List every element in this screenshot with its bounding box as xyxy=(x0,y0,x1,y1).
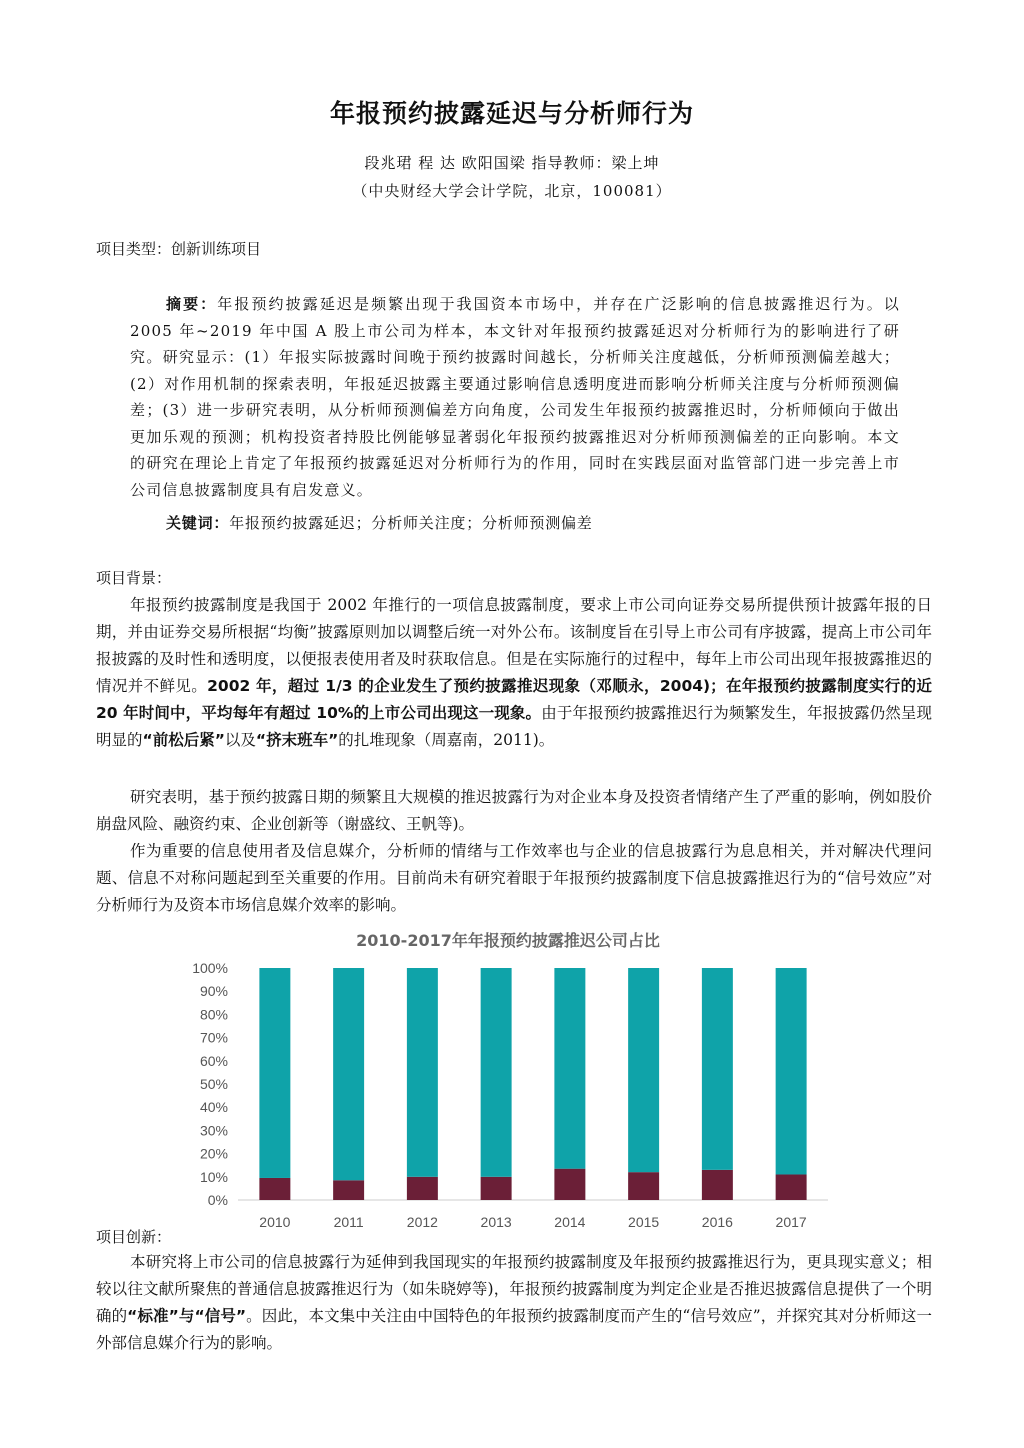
abstract-text: 年报预约披露延迟是频繁出现于我国资本市场中，并存在广泛影响的信息披露推迟行为。以 2005 年~2019 年中国 A 股上市公司为样本，本文针对年报预约披露延迟对分析师行为的影响进行了研究。研究显示：(1）年报实际披露时间晚于预约披露时间越长，分析师关注度越低，分析师预测偏差越大；(2）对作用机制的探索表明，年报延迟披露主要通过影响信息透明度进而影响分析师关注度与分析师预测偏差；(3）进一步研究表明，从分析师预测偏差方向角度，公司发生年报预约披露推迟时，分析师倾向于做出更加乐观的预测；机构投资者持股比例能够显著弱化年报预约披露推迟对分析师预测偏差的正向影响。本文的研究在理论上肯定了年报预约披露延迟对分析师行为的作用，同时在实践层面对监管部门进一步完善上市公司信息披露制度具有启发意义。 xyxy=(130,295,900,499)
project-type: 项目类型：创新训练项目 xyxy=(96,240,262,258)
inn-p1-text-c: 。因此，本文集中关注由中国特色的年报预约披露制度而产生的“信号效应”，并探究其对分析师这一外部信息媒介行为的影响。 xyxy=(96,1307,933,1352)
bg-p1-text-c: 由于年报预约披露推迟行为频繁发生，年报披露仍然呈现明显的 xyxy=(96,704,932,749)
bar-segment-2015-s1 xyxy=(628,1172,659,1200)
bar-segment-2014-s2 xyxy=(554,968,585,1169)
bar-segment-2016-s1 xyxy=(702,1170,733,1200)
x-tick-label: 2016 xyxy=(701,1214,733,1230)
x-tick-label: 2015 xyxy=(628,1214,660,1230)
inn-p1-text-a: 本研究将上市公司的信息披露行为延伸到我国现实的年报预约披露制度及年报预约披露推迟行为，更具现实意义；相较以往文献所聚焦的普通信息披露推迟行为（如朱晓婷等)，年报预约披露制度为判定企业是否推迟披露信息提供了一个明确的 xyxy=(96,1253,932,1325)
bg-p1-text-d: 以及 xyxy=(224,731,256,749)
inn-p1-mid: 与 xyxy=(178,1307,195,1325)
inn-p1-bold-2: “信号” xyxy=(194,1307,247,1325)
paper-title: 年报预约披露延迟与分析师行为 xyxy=(329,99,694,128)
background-heading: 项目背景： xyxy=(96,569,172,587)
y-tick-label: 70% xyxy=(199,1029,228,1046)
bar-segment-2013-s2 xyxy=(481,968,512,1177)
x-tick-label: 2012 xyxy=(406,1214,438,1230)
bg-p1-bold: 2002 年，超过 1/3 的企业发生了预约披露推迟现象（邓顺永，2004)；在年报预约披露制度实行的近 20 年时间中，平均每年有超过 10%的上市公司出现这一现象。 xyxy=(96,677,932,722)
y-tick-label: 40% xyxy=(199,1099,228,1116)
chart-title: 2010-2017年年报预约披露推迟公司占比 xyxy=(356,931,660,950)
bar-segment-2010-s2 xyxy=(259,968,290,1178)
bar-segment-2016-s2 xyxy=(702,968,733,1170)
y-tick-label: 60% xyxy=(199,1052,228,1069)
bar-segment-2012-s1 xyxy=(407,1177,438,1200)
bar-segment-2012-s2 xyxy=(407,968,438,1177)
bar-segment-2013-s1 xyxy=(481,1177,512,1200)
innovation-heading: 项目创新： xyxy=(96,1228,172,1246)
x-tick-label: 2017 xyxy=(775,1214,807,1230)
y-tick-label: 30% xyxy=(199,1122,228,1139)
bg-p1-quote-1: “前松后紧” xyxy=(142,731,225,749)
bar-chart xyxy=(178,924,838,1234)
background-paragraph-1 xyxy=(96,592,932,754)
bar-segment-2017-s2 xyxy=(776,968,807,1174)
y-tick-label: 10% xyxy=(199,1168,228,1185)
chart-svg xyxy=(178,924,838,1234)
bar-segment-2015-s2 xyxy=(628,968,659,1172)
y-tick-label: 80% xyxy=(199,1006,228,1023)
innovation-paragraph xyxy=(96,1249,932,1357)
abstract xyxy=(130,291,900,503)
y-tick-label: 20% xyxy=(199,1145,228,1162)
keywords-text: 年报预约披露延迟；分析师关注度；分析师预测偏差 xyxy=(229,514,593,532)
x-tick-label: 2013 xyxy=(480,1214,512,1230)
inn-p1-bold-1: “标准” xyxy=(127,1307,179,1325)
bg-p1-text-a: 年报预约披露制度是我国于 2002 年推行的一项信息披露制度，要求上市公司向证券交易所提供预计披露年报的日期，并由证券交易所根据“均衡”披露原则加以调整后统一对外公布。该制度旨在引导上市公司有序披露，提高上市公司年报披露的及时性和透明度，以便报表使用者及时获取信息。但是在实际施行的过程中，每年上市公司出现年报披露推迟的情况并不鲜见。 xyxy=(96,596,932,695)
y-tick-label: 100% xyxy=(192,960,228,976)
bar-segment-2011-s2 xyxy=(333,968,364,1180)
y-tick-label: 0% xyxy=(207,1192,228,1208)
bar-segment-2010-s1 xyxy=(259,1178,290,1200)
abstract-label: 摘要： xyxy=(166,295,218,313)
affiliation-line: （中央财经大学会计学院，北京，100081） xyxy=(352,182,672,200)
authors-line: 段兆珺 程 达 欧阳国梁 指导教师：梁上坤 xyxy=(364,154,660,172)
bg-p1-quote-2: “挤末班车” xyxy=(255,731,339,749)
background-paragraph-2: 研究表明，基于预约披露日期的频繁且大规模的推迟披露行为对企业本身及投资者情绪产生了严重的影响，例如股价崩盘风险、融资约束、企业创新等（谢盛纹、王帆等)。 xyxy=(96,788,932,833)
bg-p1-text-e: 的扎堆现象（周嘉南，2011)。 xyxy=(338,731,555,749)
x-tick-label: 2010 xyxy=(259,1214,291,1230)
background-paragraph-3: 作为重要的信息使用者及信息媒介，分析师的情绪与工作效率也与企业的信息披露行为息息相关，并对解决代理问题、信息不对称问题起到至关重要的作用。目前尚未有研究着眼于年报预约披露制度下信息披露推迟行为的“信号效应”对分析师行为及资本市场信息媒介效率的影响。 xyxy=(96,842,932,914)
keywords-label: 关键词： xyxy=(166,514,230,532)
bar-segment-2017-s1 xyxy=(776,1174,807,1200)
keywords xyxy=(166,512,593,533)
bar-segment-2014-s1 xyxy=(554,1169,585,1200)
bar-segment-2011-s1 xyxy=(333,1180,364,1200)
y-tick-label: 50% xyxy=(199,1076,228,1092)
y-tick-label: 90% xyxy=(199,983,228,1000)
x-tick-label: 2011 xyxy=(333,1214,364,1230)
x-tick-label: 2014 xyxy=(554,1214,586,1230)
